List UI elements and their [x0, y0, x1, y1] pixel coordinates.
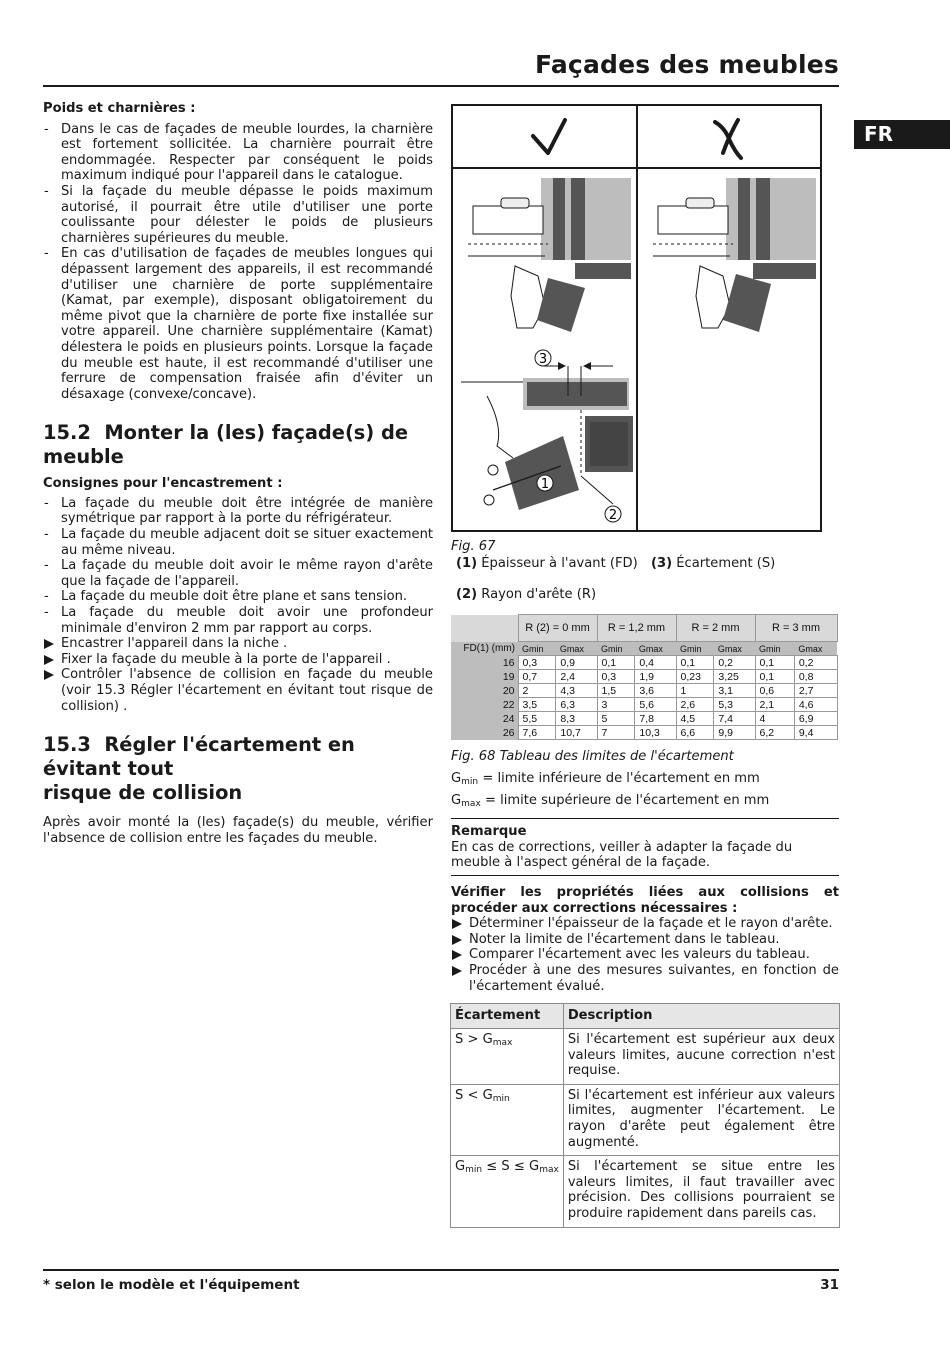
footer-note: * selon le modèle et l'équipement [43, 1277, 300, 1293]
legend-item-1 [456, 556, 646, 572]
gmin-value: 0,6 [755, 684, 794, 698]
figure-67-drawing [453, 106, 820, 530]
section-heading-15-2 [43, 421, 433, 469]
condition-cell: $G_{min} \le S \le G_{max}$ [451, 1156, 564, 1227]
table-row [451, 698, 837, 712]
gmin-value: 1 [676, 684, 714, 698]
gmax-value: 0,2 [714, 656, 755, 670]
gmin-value: 4 [755, 712, 794, 726]
subscript: max [461, 799, 481, 809]
symbol: G [451, 771, 462, 786]
gmax-value: 6,3 [556, 698, 597, 712]
legend-text: Rayon d'arête (R) [481, 587, 597, 602]
step-item: Contrôler l'absence de collision en façade du meuble (voir 15.3 Régler l'écartement en évitant tout risque de collision) . [43, 667, 433, 714]
footer-rule [43, 1269, 839, 1271]
gmax-value: 5,6 [635, 698, 676, 712]
gmax-value: 10,7 [556, 726, 597, 740]
legend-item-3 [651, 556, 831, 572]
table-row [451, 712, 837, 726]
legend-text: Épaisseur à l'avant (FD) [481, 556, 638, 571]
desc-table [450, 1003, 840, 1228]
fd-label: FD(1) (mm) [451, 642, 518, 656]
group-header: R = 2 mm [676, 615, 755, 642]
callout-2-label: 2 [608, 508, 618, 523]
section-title: Monter la (les) façade(s) de meuble [43, 421, 408, 469]
list-item: - La façade du meuble doit être intégrée de manière symétrique par rapport à la porte du réfrigérateur. [43, 496, 433, 527]
page-number: 31 [820, 1277, 839, 1293]
install-list [43, 496, 433, 636]
limits-table-body [451, 656, 837, 740]
remark-rule-bottom [451, 875, 839, 876]
gmax-value: 3,1 [714, 684, 755, 698]
desc-table-container [450, 1003, 840, 1228]
gmax-header: Gmax [635, 642, 676, 656]
gmax-value: 9,4 [794, 726, 837, 740]
section-heading-15-3 [43, 733, 433, 805]
gmin-value: 6,2 [755, 726, 794, 740]
table-row [451, 684, 837, 698]
gmin-value: 7 [597, 726, 635, 740]
gmax-definition [451, 793, 769, 813]
gmin-value: 0,1 [755, 656, 794, 670]
fd-value: 19 [451, 670, 518, 684]
condition-cell: $S > G_{max}$ [451, 1029, 564, 1085]
section-number: 15.3 [43, 733, 91, 757]
gmax-value: 6,9 [794, 712, 837, 726]
gmin-value: 2,1 [755, 698, 794, 712]
gmin-value: 4,5 [676, 712, 714, 726]
step-item: Noter la limite de l'écartement dans le tableau. [451, 932, 839, 948]
install-subheading: Consignes pour l'encastrement : [43, 476, 283, 492]
figure-67-caption: Fig. 67 [451, 539, 496, 554]
gmin-value: 6,6 [676, 726, 714, 740]
gmin-value: 0,23 [676, 670, 714, 684]
hinge-illustration-ok [468, 178, 631, 332]
legend-item-2 [456, 587, 646, 603]
col-header-gap: Écartement [451, 1004, 564, 1029]
gmax-value: 5,3 [714, 698, 755, 712]
verify-heading: Vérifier les propriétés liées aux collisions et procéder aux corrections nécessaires : [451, 885, 839, 916]
figure-68-caption: Fig. 68 Tableau des limites de l'écartement [451, 749, 734, 764]
gmax-value: 9,9 [714, 726, 755, 740]
figure-67 [451, 104, 822, 532]
weights-list [43, 122, 433, 403]
gmin-value: 0,3 [518, 656, 556, 670]
description-cell: Si l'écartement est supérieur aux deux valeurs limites, aucune correction n'est requise. [563, 1029, 839, 1085]
remark-heading: Remarque [451, 824, 527, 839]
step-item: Fixer la façade du meuble à la porte de l'appareil . [43, 652, 433, 668]
weights-heading: Poids et charnières : [43, 101, 196, 116]
step-item: Comparer l'écartement avec les valeurs du tableau. [451, 947, 839, 963]
check-icon [533, 120, 565, 153]
section-15-3-text: Après avoir monté la (les) façade(s) du meuble, vérifier l'absence de collision entre les façades du meuble. [43, 815, 433, 846]
list-item: - Si la façade du meuble dépasse le poids maximum autorisé, il pourrait être utile d'utiliser une porte coulissante pour délester le poids de plusieurs charnières supérieures du meuble. [43, 184, 433, 246]
gmin-header: Gmin [518, 642, 556, 656]
condition-cell: $S < G_{min}$ [451, 1084, 564, 1155]
gmax-value: 0,4 [635, 656, 676, 670]
gmin-header: Gmin [676, 642, 714, 656]
gmax-header: Gmax [714, 642, 755, 656]
section-number: 15.2 [43, 421, 91, 445]
fd-value: 22 [451, 698, 518, 712]
fd-value: 16 [451, 656, 518, 670]
gmin-value: 5,5 [518, 712, 556, 726]
gmax-value: 3,6 [635, 684, 676, 698]
description-cell: Si l'écartement se situe entre les valeurs limites, il faut travailler avec précision. Des collisions pourraient se produire rapidement dans pareils cas. [563, 1156, 839, 1227]
legend-number: (1) [456, 556, 478, 571]
gmin-definition [451, 771, 760, 791]
remark-block [451, 824, 839, 871]
legend-text: Écartement (S) [676, 556, 776, 571]
legend-number: (3) [651, 556, 673, 571]
gmin-value: 3,5 [518, 698, 556, 712]
section-title-cont: risque de collision [43, 781, 243, 805]
gmax-value: 0,8 [794, 670, 837, 684]
gmin-value: 7,6 [518, 726, 556, 740]
description-cell: Si l'écartement est inférieur aux valeurs limites, augmenter l'écartement. Le rayon d'arête peut également être augmenté. [563, 1084, 839, 1155]
list-item: - En cas d'utilisation de façades de meubles longues qui dépassent largement des appareils, il est recommandé d'utiliser une charnière de porte supplémentaire (Kamat, par exemple), disposant obligatoirement du même pivot que la charnière de porte fixe installée sur votre appareil. Une charnière supplémentaire (Kamat) délestera le poids en plusieurs points. Lorsque la façade du meuble est haute, il est recommandé d'utiliser une ferrure de compensation fraisée afin d'éviter un désaxage (convexe/concave). [43, 246, 433, 402]
gmax-value: 10,3 [635, 726, 676, 740]
group-header: R (2) = 0 mm [518, 615, 597, 642]
gmax-value: 4,6 [794, 698, 837, 712]
gmin-value: 2,6 [676, 698, 714, 712]
table-row [451, 726, 837, 740]
gmin-header: Gmin [755, 642, 794, 656]
gmax-value: 1,9 [635, 670, 676, 684]
definition-text: = limite supérieure de l'écartement en mm [484, 793, 770, 808]
gmax-value: 7,8 [635, 712, 676, 726]
list-item: - La façade du meuble doit avoir le même rayon d'arête que la façade de l'appareil. [43, 558, 433, 589]
gmin-value: 0,3 [597, 670, 635, 684]
fd-value: 24 [451, 712, 518, 726]
gmax-value: 4,3 [556, 684, 597, 698]
section-title: Régler l'écartement en évitant tout [43, 733, 355, 781]
header-rule [43, 85, 839, 87]
install-steps [43, 636, 433, 714]
gmin-value: 0,1 [755, 670, 794, 684]
group-header: R = 3 mm [755, 615, 837, 642]
step-item: Procéder à une des mesures suivantes, en fonction de l'écartement évalué. [451, 963, 839, 994]
gmax-header: Gmax [794, 642, 837, 656]
gmax-value: 0,2 [794, 656, 837, 670]
gmin-value: 3 [597, 698, 635, 712]
callout-3-label: 3 [538, 352, 548, 367]
gmax-value: 2,4 [556, 670, 597, 684]
list-item: - La façade du meuble doit avoir une profondeur minimale d'environ 2 mm par rapport au corps. [43, 605, 433, 636]
gmin-value: 5 [597, 712, 635, 726]
gmin-header: Gmin [597, 642, 635, 656]
symbol: G [451, 793, 462, 808]
list-item: - La façade du meuble adjacent doit se situer exactement au même niveau. [43, 527, 433, 558]
callout-1-label: 1 [540, 477, 550, 492]
gmax-header: Gmax [556, 642, 597, 656]
remark-rule [451, 818, 839, 819]
fd-value: 26 [451, 726, 518, 740]
verify-steps [451, 916, 839, 994]
table-row [451, 1156, 840, 1227]
gmax-value: 2,7 [794, 684, 837, 698]
col-header-description: Description [563, 1004, 839, 1029]
gmin-value: 0,1 [676, 656, 714, 670]
gmax-value: 7,4 [714, 712, 755, 726]
list-item: - La façade du meuble doit être plane et sans tension. [43, 589, 433, 605]
gmax-value: 0,9 [556, 656, 597, 670]
subscript: min [461, 777, 479, 787]
fd-value: 20 [451, 684, 518, 698]
table-row [451, 670, 837, 684]
gmin-value: 1,5 [597, 684, 635, 698]
limits-table-container [451, 614, 838, 740]
definition-text: = limite inférieure de l'écartement en mm [482, 771, 760, 786]
table-row [451, 1029, 840, 1085]
gmin-value: 2 [518, 684, 556, 698]
language-tab: FR [854, 120, 950, 149]
verify-block [451, 885, 839, 994]
table-row [451, 656, 837, 670]
remark-text: En cas de corrections, veiller à adapter la façade du meuble à l'aspect général de la façade. [451, 839, 793, 871]
gmax-value: 3,25 [714, 670, 755, 684]
list-item: - Dans le cas de façades de meuble lourdes, la charnière est fortement sollicitée. La charnière pourrait être endommagée. Respecter par conséquent le poids maximum indiqué pour l'appareil dans le catalogue. [43, 122, 433, 184]
gmax-value: 8,3 [556, 712, 597, 726]
step-item: Encastrer l'appareil dans la niche . [43, 636, 433, 652]
page-title: Façades des meubles [535, 50, 839, 79]
gmin-value: 0,7 [518, 670, 556, 684]
table-row [451, 1084, 840, 1155]
limits-table [451, 614, 838, 740]
group-header: R = 1,2 mm [597, 615, 676, 642]
table-cell [451, 615, 518, 642]
left-column [43, 101, 433, 846]
gmin-value: 0,1 [597, 656, 635, 670]
step-item: Déterminer l'épaisseur de la façade et le rayon d'arête. [451, 916, 839, 932]
legend-number: (2) [456, 587, 478, 602]
hinge-illustration-collision [653, 178, 816, 332]
